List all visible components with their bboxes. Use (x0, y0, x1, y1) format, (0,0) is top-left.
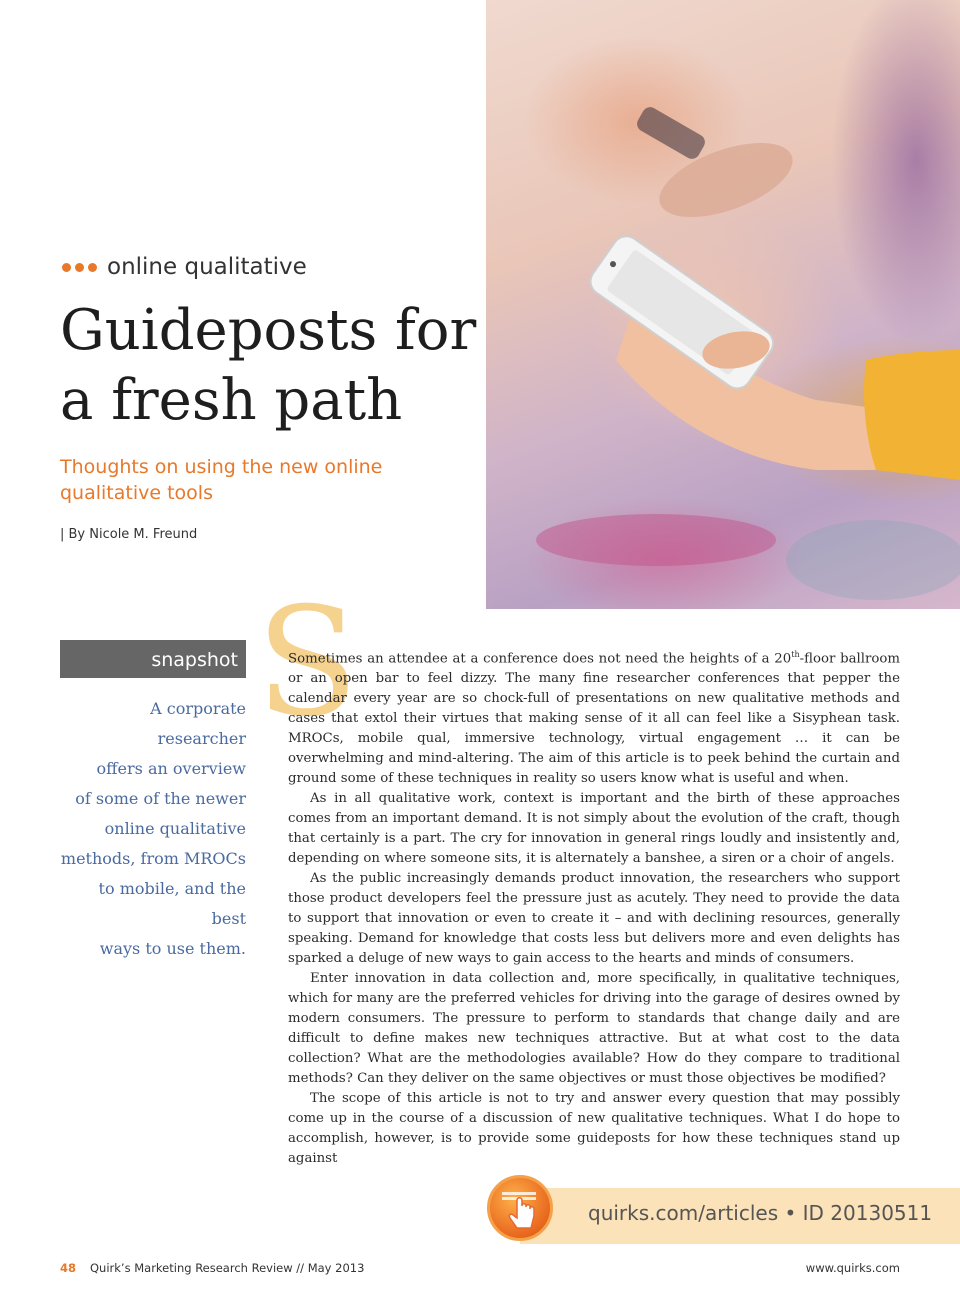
paragraph-4: Enter innovation in data collection and, more specifically, in qualitative techniques, which for many are the preferred vehicles for driving into the garage of desires owned by modern consumers. The pressure to perform to standards that change daily and are difficult to define makes new techniques attractive. But at what cost to the data collection? What are the methodologies available? How do they compare to traditional methods? Can they deliver on the same objectives or must those objectives be modified? (288, 971, 900, 1087)
snapshot-summary (60, 694, 246, 964)
drop-cap: S (256, 576, 359, 750)
page-number: 48 (60, 1261, 77, 1275)
title-line-2: a fresh path (60, 368, 403, 433)
paragraph-1-start: Sometimes an attendee at a conference does not need the heights of a 20 (288, 651, 792, 667)
subtitle-line-1: Thoughts on using the new online (60, 456, 383, 478)
paragraph-3: As the public increasingly demands product innovation, the researchers who support those product developers feel the pressure just as acutely. They need to provide the data to support that innovation or even to create it – and with declining resources, generally speaking. Demand for knowledge that costs less but delivers more and even delights has sparked a deluge of new ways to gain access to the hearts and minds of consumers. (288, 871, 900, 967)
bullet-separator: • (784, 1201, 797, 1225)
publication-name: Quirk’s Marketing Research Review // May 2013 (90, 1261, 365, 1275)
snapshot-line: A corporate researcher (150, 699, 246, 748)
snapshot-line: to mobile, and the best (98, 879, 246, 928)
snapshot-line: ways to use them. (99, 939, 246, 958)
paragraph-5: The scope of this article is not to try and answer every question that may possibly come up in the course of a discussion of new qualitative techniques. What I do hope to accomplish, however, is to provide some guideposts for how these techniques stand up against (288, 1091, 900, 1167)
snapshot-heading: snapshot (60, 640, 246, 678)
hand-pointer-glyph (490, 1178, 550, 1238)
hero-photo (486, 0, 960, 609)
article-subtitle (60, 454, 390, 506)
kicker-label: online qualitative (107, 254, 307, 280)
article-title (60, 296, 480, 436)
snapshot-line: offers an overview (96, 759, 246, 778)
website-link[interactable]: www.quirks.com (805, 1261, 900, 1275)
article-body (288, 645, 900, 1169)
subtitle-line-2: qualitative tools (60, 482, 213, 504)
article-url[interactable]: quirks.com/articles (588, 1201, 779, 1225)
snapshot-line: online qualitative (104, 819, 246, 838)
section-kicker (62, 254, 307, 280)
article-link-text[interactable] (588, 1201, 932, 1225)
snapshot-line: of some of the newer (75, 789, 246, 808)
ordinal-suffix: th (791, 650, 800, 659)
kicker-dots-icon (62, 263, 97, 272)
title-line-1: Guideposts for (60, 298, 477, 363)
byline: | By Nicole M. Freund (60, 527, 198, 542)
hand-pointer-icon[interactable] (487, 1175, 553, 1241)
snapshot-line: methods, from MROCs (60, 849, 246, 868)
article-id: ID 20130511 (802, 1201, 933, 1225)
paragraph-1-rest: -floor ballroom or an open bar to feel dizzy. The many fine researcher conferences that pepper the calendar every year are so chock-full of presentations on new qualitative methods and cases that extol their virtues that making sense of it all can feel like a Sisyphean task. MROCs, mobile qual, immersive technology, virtual engagement … it can be overwhelming and mind-altering. The aim of this article is to peek behind the curtain and ground some of these techniques in reality so users know what is useful and when. (288, 651, 900, 787)
paragraph-2: As in all qualitative work, context is important and the birth of these approaches comes from an important demand. It is not simply about the evolution of the craft, though that certainly is a part. The cry for innovation in general rings loudly and insistently and, depending on where someone sits, it is alternately a banshee, a siren or a choir of angels. (288, 791, 900, 867)
paragraph-1 (288, 645, 900, 789)
hand-holding-phone-illustration (486, 0, 960, 609)
